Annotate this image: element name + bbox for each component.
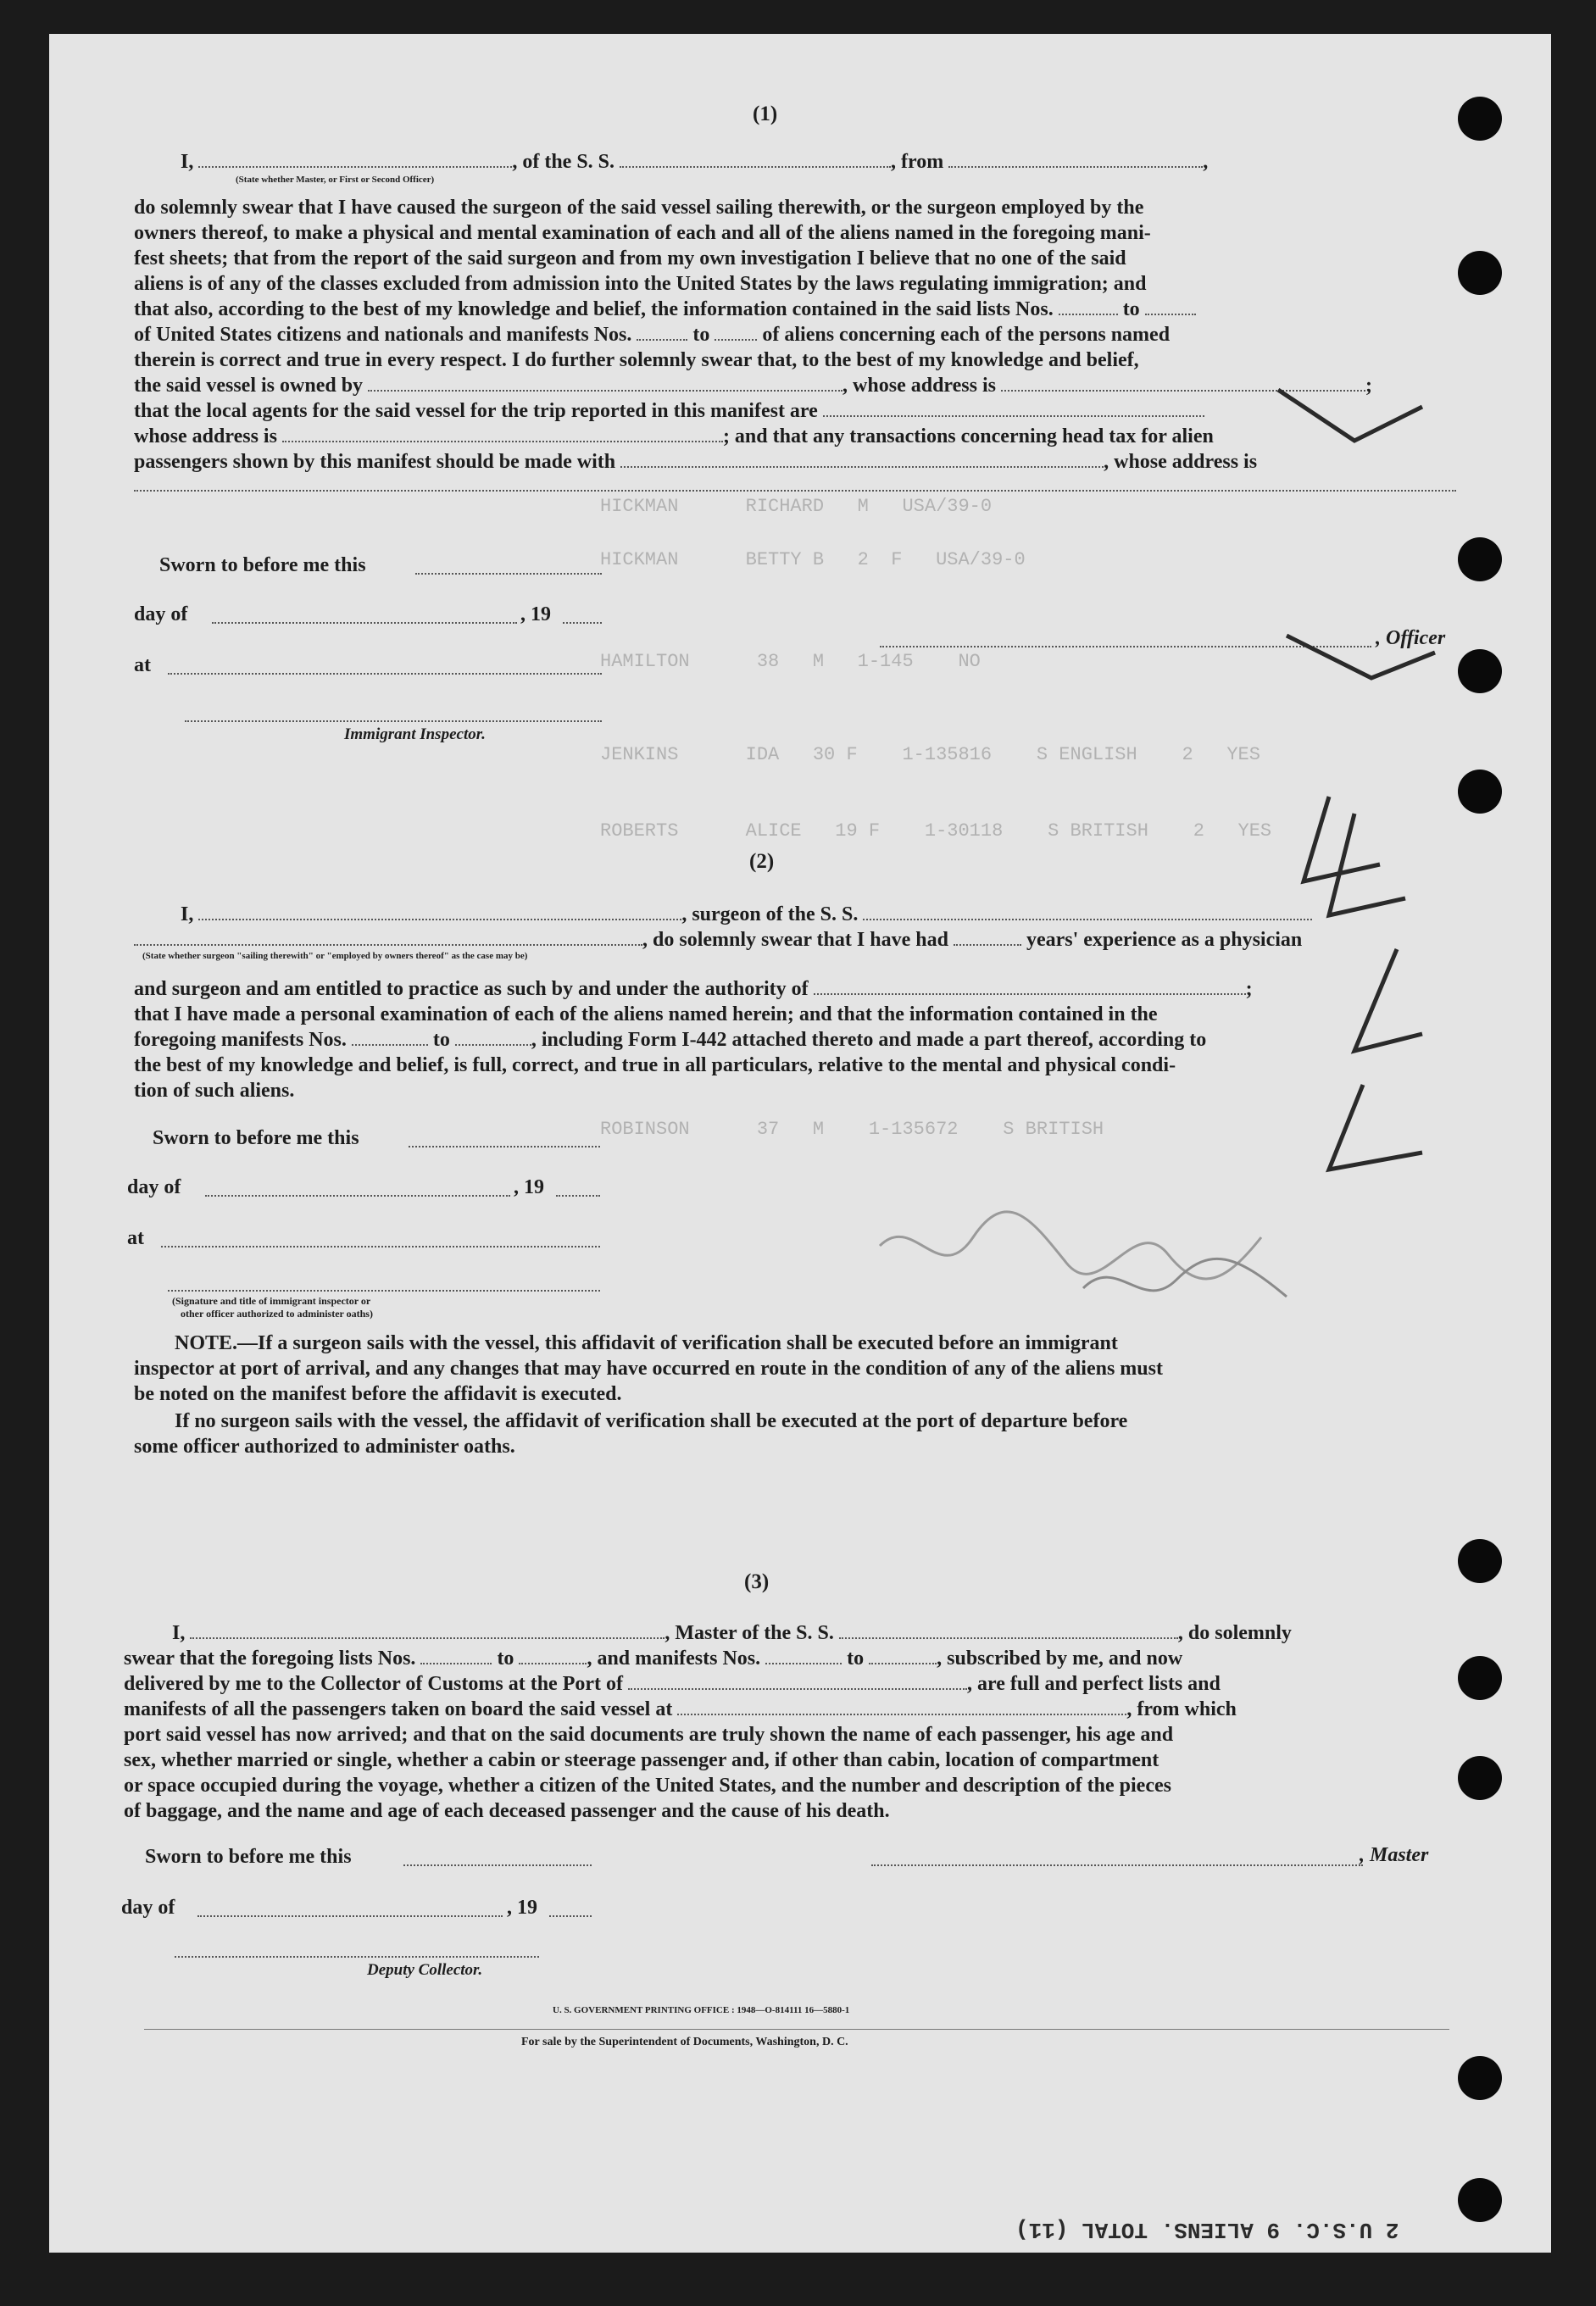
section-1-para-line: owners thereof, to make a physical and mental examination of each and all of the aliens named in the foregoing mani-	[134, 222, 1151, 244]
section-1-line-1: I, , of the S. S. , from ,	[181, 151, 1209, 173]
inspector-signature-blank	[185, 720, 602, 722]
deputy-collector-label: Deputy Collector.	[367, 1961, 483, 1979]
punch-hole	[1458, 537, 1502, 581]
section-2-number: (2)	[749, 850, 775, 873]
signature-note-line-2: other officer authorized to administer oaths)	[181, 1308, 373, 1320]
section-1-para-line: aliens is of any of the classes excluded from admission into the United States by the laws regulating immigration; and	[134, 273, 1147, 295]
punch-hole	[1458, 2178, 1502, 2222]
year-label-1: , 19	[520, 603, 551, 625]
year-label-2: , 19	[514, 1176, 544, 1198]
sale-notice: For sale by the Superintendent of Documents, Washington, D. C.	[521, 2036, 848, 2048]
section-3-line-4: manifests of all the passengers taken on board the said vessel at , from which	[124, 1698, 1237, 1720]
punch-hole	[1458, 2056, 1502, 2100]
section-1-number: (1)	[753, 103, 778, 125]
vessel-name-blank	[620, 151, 891, 168]
check-marks-scrawl	[1253, 356, 1456, 1186]
note-line: be noted on the manifest before the affidavit is executed.	[134, 1383, 622, 1405]
inspector-signature-blank-2	[168, 1290, 600, 1292]
bleed-through-text: HICKMAN RICHARD M USA/39-0	[600, 496, 993, 517]
section-1-para-line: do solemnly swear that I have caused the surgeon of the said vessel sailing therewith, or the surgeon employed by the	[134, 197, 1144, 219]
vessel-label: , of the S. S.	[512, 151, 615, 173]
lists-to-blank-3	[519, 1648, 587, 1664]
officer-label: , Officer	[1376, 627, 1446, 649]
section-1-para-line: therein is correct and true in every respect. I do further solemnly swear that, to the best of my knowledge and belief,	[134, 349, 1139, 371]
punch-hole	[1458, 649, 1502, 693]
authority-blank	[814, 978, 1246, 995]
note-line: NOTE.—If a surgeon sails with the vessel, this affidavit of verification shall be executed before an immigrant	[175, 1332, 1118, 1354]
year-blank-2	[556, 1195, 600, 1197]
note-line: If no surgeon sails with the vessel, the affidavit of verification shall be executed at the port of departure before	[175, 1410, 1128, 1432]
footer-divider	[144, 2029, 1449, 2030]
manifests-to-blank	[715, 324, 757, 341]
bleed-through-text: ROBERTS ALICE 19 F 1-30118 S BRITISH 2 YES	[600, 820, 1272, 842]
section-3-line-2: swear that the foregoing lists Nos. to , and manifests Nos. to , subscribed by me, and now	[124, 1648, 1183, 1670]
surgeon-note: (State whether surgeon "sailing therewith" or "employed by owners thereof" as the case may be)	[142, 951, 528, 961]
manifests-from-blank	[637, 324, 687, 341]
master-note: (State whether Master, or First or Second Officer)	[236, 175, 435, 185]
section-3-para-line: port said vessel has now arrived; and that on the said documents are truly shown the name of each passenger, his age and	[124, 1724, 1174, 1746]
sworn-label-2: Sworn to before me this	[153, 1127, 359, 1149]
section-1-para-line: the said vessel is owned by , whose address is ;	[134, 375, 1372, 397]
agents-address-blank	[282, 425, 723, 442]
section-2-para-line: and surgeon and am entitled to practice as such by and under the authority of ;	[134, 978, 1253, 1000]
gpo-imprint: U. S. GOVERNMENT PRINTING OFFICE : 1948—O-814111 16—5880-1	[553, 2005, 850, 2015]
sworn-date-blank-3	[403, 1864, 592, 1866]
section-2-line-1: I, , surgeon of the S. S.	[181, 902, 1312, 927]
section-1-para-line: that the local agents for the said vessel for the trip reported in this manifest are	[134, 398, 1204, 424]
punch-hole	[1458, 97, 1502, 141]
from-port-blank	[948, 151, 1203, 168]
section-1-para-line: that also, according to the best of my knowledge and belief, the information contained in the said lists Nos. to	[134, 297, 1196, 322]
manifests-to-blank-2	[455, 1029, 531, 1046]
deputy-signature-blank	[175, 1956, 539, 1958]
section-2-line-2: , do solemnly swear that I have had years' experience as a physician	[134, 927, 1302, 953]
month-blank-3	[197, 1915, 503, 1917]
section-2-para-line: the best of my knowledge and belief, is full, correct, and true in all particulars, relative to the mental and physical condi-	[134, 1054, 1176, 1076]
signature-note-line-1: (Signature and title of immigrant inspector or	[172, 1295, 371, 1307]
lists-from-blank-3	[420, 1648, 492, 1664]
officer-name-blank	[198, 151, 512, 168]
manifests-from-blank-3	[765, 1648, 842, 1664]
bleed-through-text: HICKMAN BETTY B 2 F USA/39-0	[600, 549, 1026, 570]
bleed-through-text: JENKINS IDA 30 F 1-135816 S ENGLISH 2 YES	[600, 744, 1260, 765]
day-of-label-2: day of	[127, 1176, 181, 1198]
surgeon-name-blank	[198, 903, 681, 920]
master-vessel-blank	[839, 1622, 1178, 1639]
section-3-number: (3)	[744, 1570, 770, 1593]
agents-blank	[823, 400, 1204, 417]
embarkation-port-blank	[677, 1698, 1126, 1715]
inspector-label: Immigrant Inspector.	[344, 725, 486, 743]
section-1-para-line: passengers shown by this manifest should be made with , whose address is	[134, 451, 1258, 473]
day-of-label-3: day of	[121, 1897, 175, 1919]
section-3-para-line: of baggage, and the name and age of each deceased passenger and the cause of his death.	[124, 1800, 890, 1822]
manifests-from-blank-2	[352, 1029, 428, 1046]
month-blank-1	[212, 622, 517, 624]
surgeon-vessel-blank	[863, 903, 1312, 920]
bleed-through-text: ROBINSON 37 M 1-135672 S BRITISH	[600, 1119, 1104, 1140]
section-3-para-line: or space occupied during the voyage, whether a citizen of the United States, and the number and description of the pieces	[124, 1775, 1171, 1797]
master-name-blank	[190, 1622, 665, 1639]
day-of-label-1: day of	[134, 603, 188, 625]
section-3-line-3: delivered by me to the Collector of Customs at the Port of , are full and perfect lists and	[124, 1673, 1221, 1695]
faint-handwriting	[863, 1161, 1337, 1331]
master-label: , Master	[1360, 1844, 1429, 1866]
year-blank-1	[563, 622, 602, 624]
sworn-label-3: Sworn to before me this	[145, 1846, 352, 1868]
note-line: some officer authorized to administer oaths.	[134, 1436, 515, 1458]
section-1-para-line: fest sheets; that from the report of the said surgeon and from my own investigation I believe that no one of the said	[134, 247, 1126, 269]
manifest-page	[49, 34, 1551, 2253]
at-label-2: at	[127, 1227, 144, 1249]
punch-hole	[1458, 1539, 1502, 1583]
sworn-label-1: Sworn to before me this	[159, 554, 366, 576]
from-label: , from	[891, 151, 944, 173]
head-tax-contact-blank	[620, 451, 1104, 468]
punch-hole	[1458, 1756, 1502, 1800]
lists-to-blank	[1145, 298, 1196, 315]
year-blank-3	[549, 1915, 592, 1917]
section-2-para-line: that I have made a personal examination of each of the aliens named herein; and that the information contained in the	[134, 1003, 1158, 1025]
note-line: inspector at port of arrival, and any changes that may have occurred en route in the condition of any of the aliens must	[134, 1358, 1163, 1380]
punch-hole	[1458, 770, 1502, 814]
section-1-para-line: whose address is ; and that any transactions concerning head tax for alien	[134, 425, 1214, 447]
manifests-to-blank-3	[869, 1648, 937, 1664]
lists-from-blank	[1059, 298, 1118, 315]
surgeon-type-blank	[134, 929, 642, 946]
sworn-date-blank-2	[409, 1146, 600, 1147]
punch-hole	[1458, 1656, 1502, 1700]
pronoun-i: I,	[181, 151, 194, 173]
section-3-para-line: sex, whether married or single, whether a cabin or steerage passenger and, if other than cabin, location of compartment	[124, 1749, 1159, 1771]
sworn-date-blank-1	[415, 573, 602, 575]
bottom-stamp: 2 U.S.C. 9 ALIENS. TOTAL (11)	[1015, 2217, 1399, 2242]
section-1-para-line: of United States citizens and nationals and manifests Nos. to of aliens concerning each of the persons named	[134, 324, 1171, 346]
place-blank-2	[161, 1246, 600, 1247]
owner-blank	[368, 375, 842, 392]
punch-hole	[1458, 251, 1502, 295]
section-3-line-1: I, , Master of the S. S. , do solemnly	[172, 1622, 1292, 1644]
year-label-3: , 19	[507, 1897, 537, 1919]
port-blank	[628, 1673, 967, 1690]
place-blank-1	[168, 673, 602, 675]
bleed-through-text: HAMILTON 38 M 1-145 NO	[600, 651, 981, 672]
section-2-para-line: tion of such aliens.	[134, 1080, 295, 1102]
at-label-1: at	[134, 654, 151, 676]
section-2-para-line: foregoing manifests Nos. to , including Form I-442 attached thereto and made a part thereof, according to	[134, 1029, 1207, 1051]
month-blank-2	[205, 1195, 510, 1197]
master-signature-blank	[871, 1864, 1363, 1866]
years-blank	[954, 929, 1021, 946]
